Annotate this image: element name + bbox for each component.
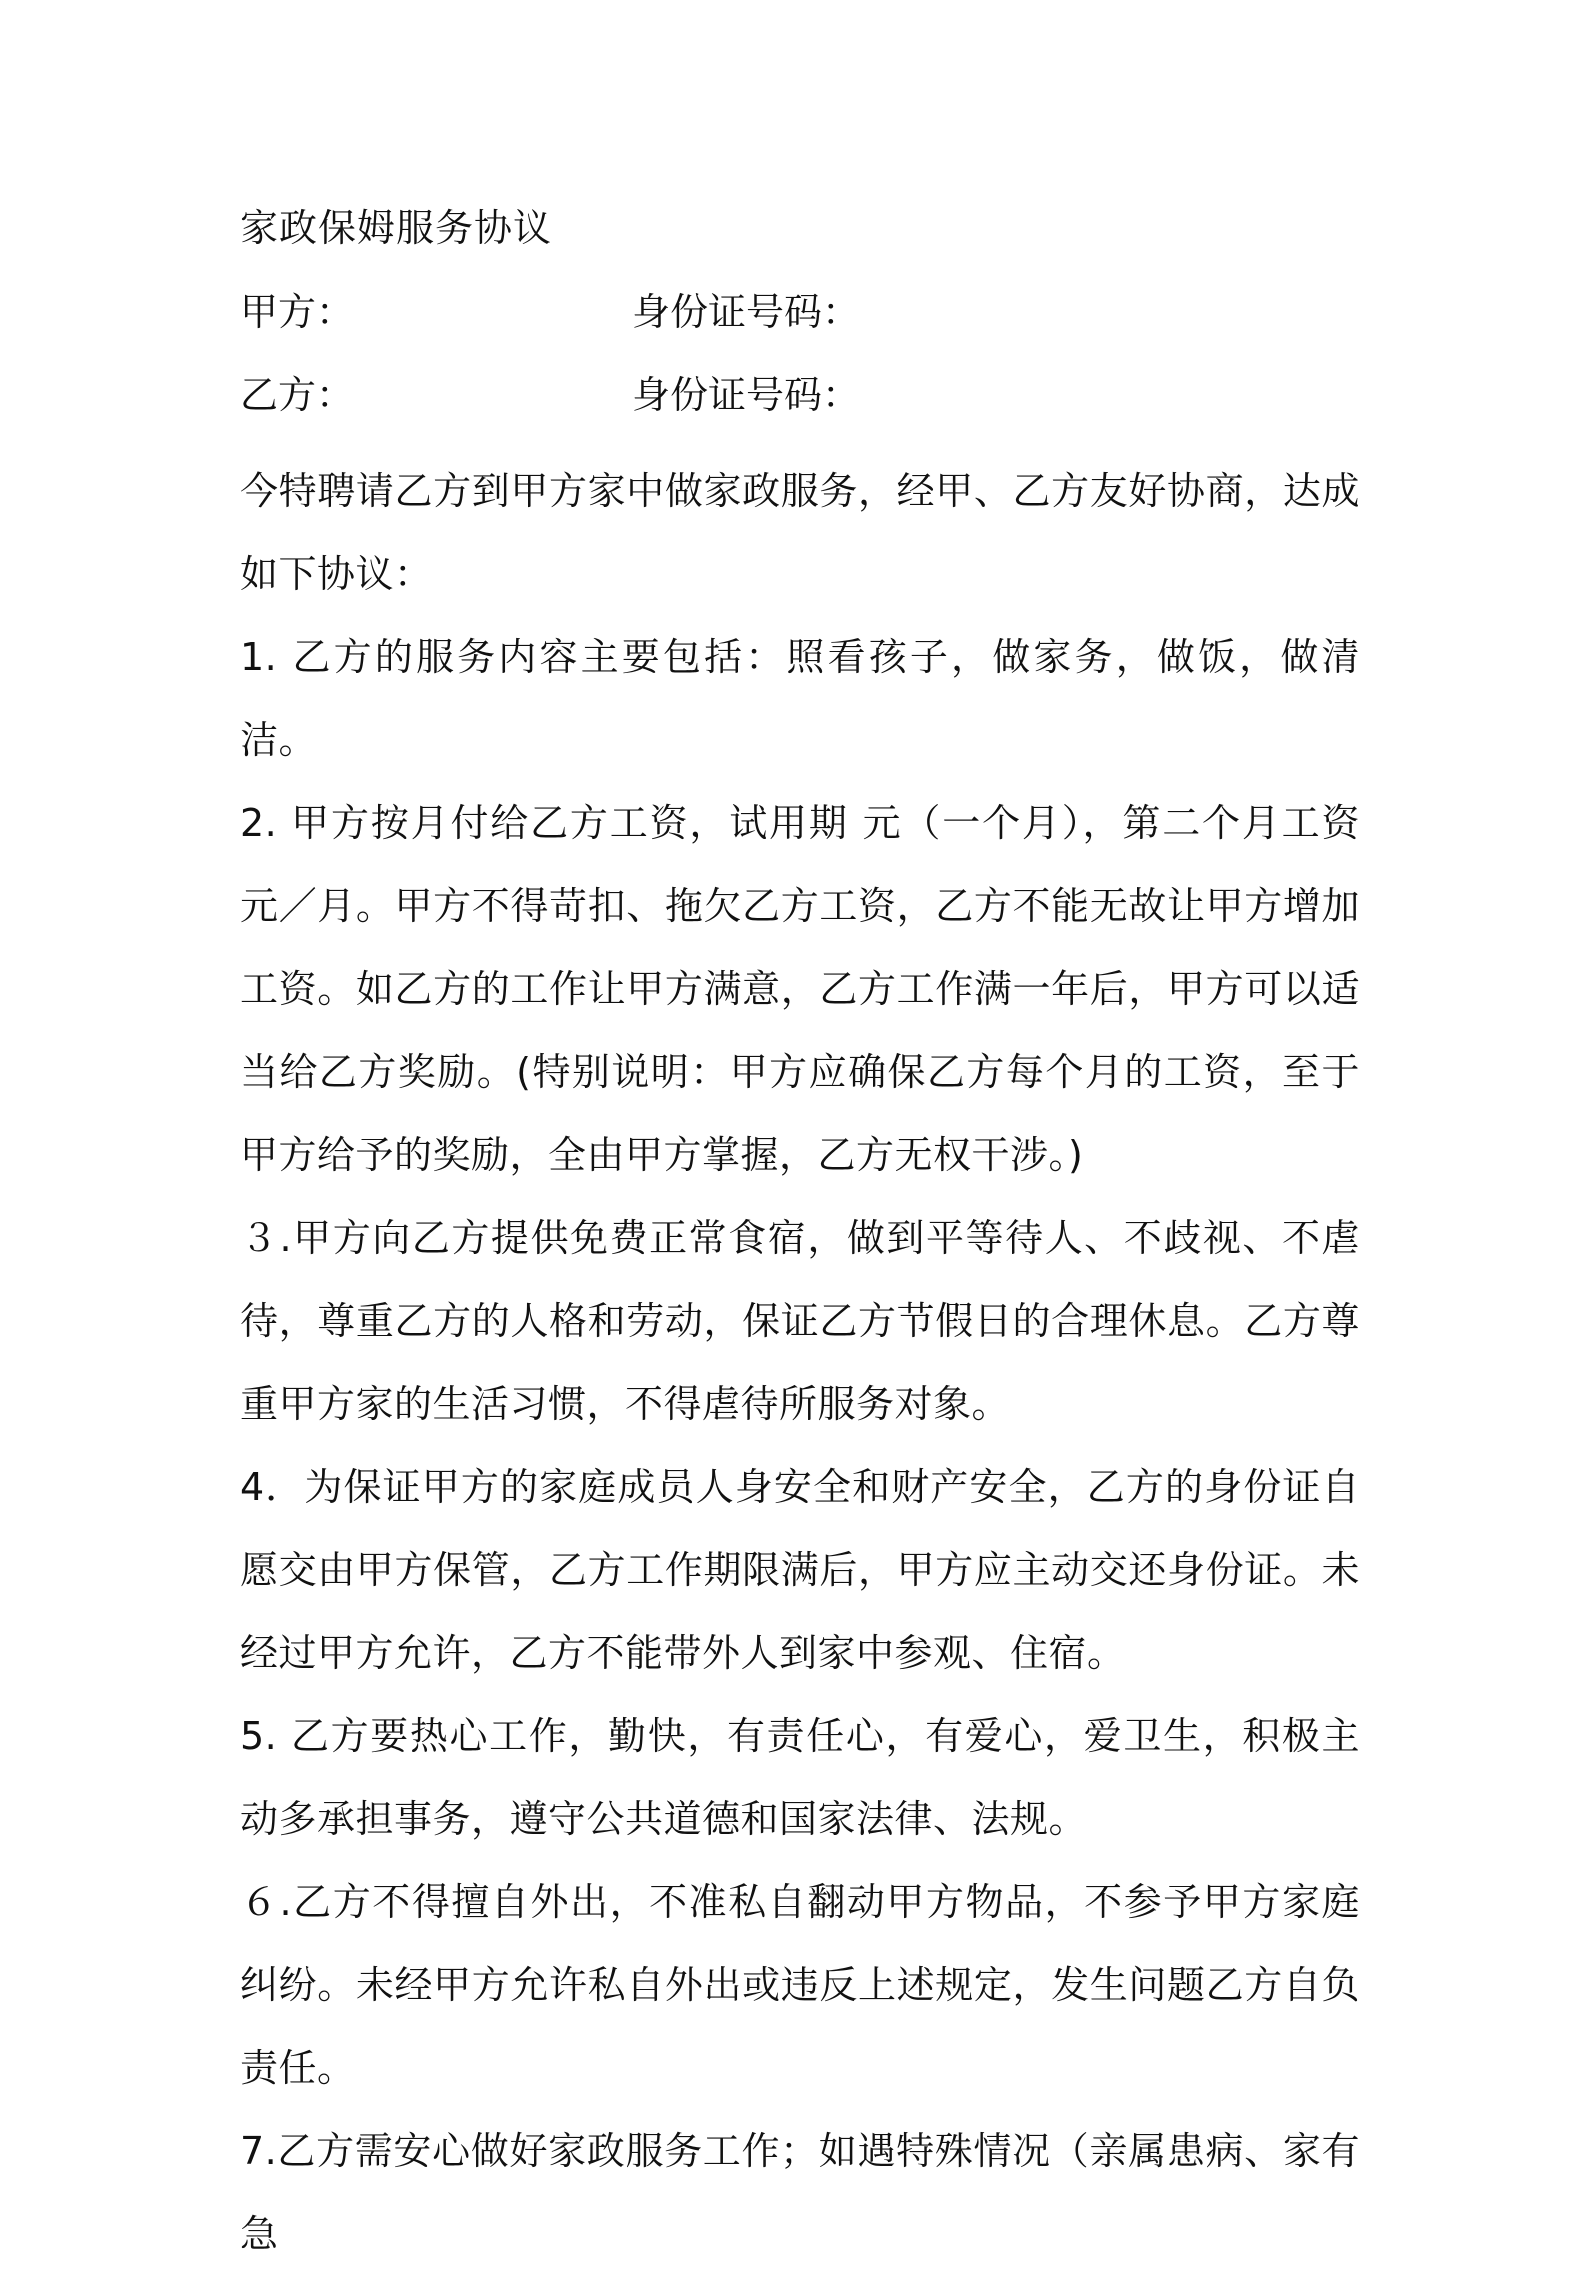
party-b-label: 乙方： (240, 373, 355, 417)
agreement-body (240, 450, 1360, 2276)
party-a-row (240, 284, 860, 340)
party-b-row (240, 367, 860, 423)
clause-1: 1. 乙方的服务内容主要包括：照看孩子，做家务，做饭，做清洁。 (240, 635, 1360, 762)
clause-3: ３.甲方向乙方提供免费正常食宿，做到平等待人、不歧视、不虐待，尊重乙方的人格和劳动，保证乙方节假日的合理休息。乙方尊重甲方家的生活习惯，不得虐待所服务对象。 (240, 1216, 1360, 1426)
party-b-id-label: 身份证号码： (632, 373, 861, 417)
clause-7: 7.乙方需安心做好家政服务工作；如遇特殊情况（亲属患病、家有急 (240, 2129, 1360, 2256)
intro-paragraph: 今特聘请乙方到甲方家中做家政服务，经甲、乙方友好协商，达成如下协议： (240, 469, 1360, 596)
clause-4: 4．为保证甲方的家庭成员人身安全和财产安全，乙方的身份证自愿交由甲方保管，乙方工作期限满后，甲方应主动交还身份证。未经过甲方允许，乙方不能带外人到家中参观、住宿。 (240, 1465, 1360, 1675)
party-a-id-label: 身份证号码： (632, 290, 861, 334)
clause-5: 5. 乙方要热心工作，勤快，有责任心，有爱心，爱卫生，积极主动多承担事务，遵守公共道德和国家法律、法规。 (240, 1714, 1360, 1841)
clause-6: ６.乙方不得擅自外出，不准私自翻动甲方物品，不参予甲方家庭纠纷。未经甲方允许私自外出或违反上述规定，发生问题乙方自负责任。 (240, 1880, 1360, 2090)
clause-2: 2. 甲方按月付给乙方工资，试用期 元（一个月），第二个月工资 元／月。甲方不得苛扣、拖欠乙方工资，乙方不能无故让甲方增加工资。如乙方的工作让甲方满意，乙方工作满一年后，甲方可以适当给乙方奖励。(特别说明：甲方应确保乙方每个月的工资，至于甲方给予的奖励，全由甲方掌握，乙方无权干涉。) (240, 801, 1361, 1177)
party-a-label: 甲方： (240, 290, 355, 334)
document-title: 家政保姆服务协议 (240, 206, 553, 250)
